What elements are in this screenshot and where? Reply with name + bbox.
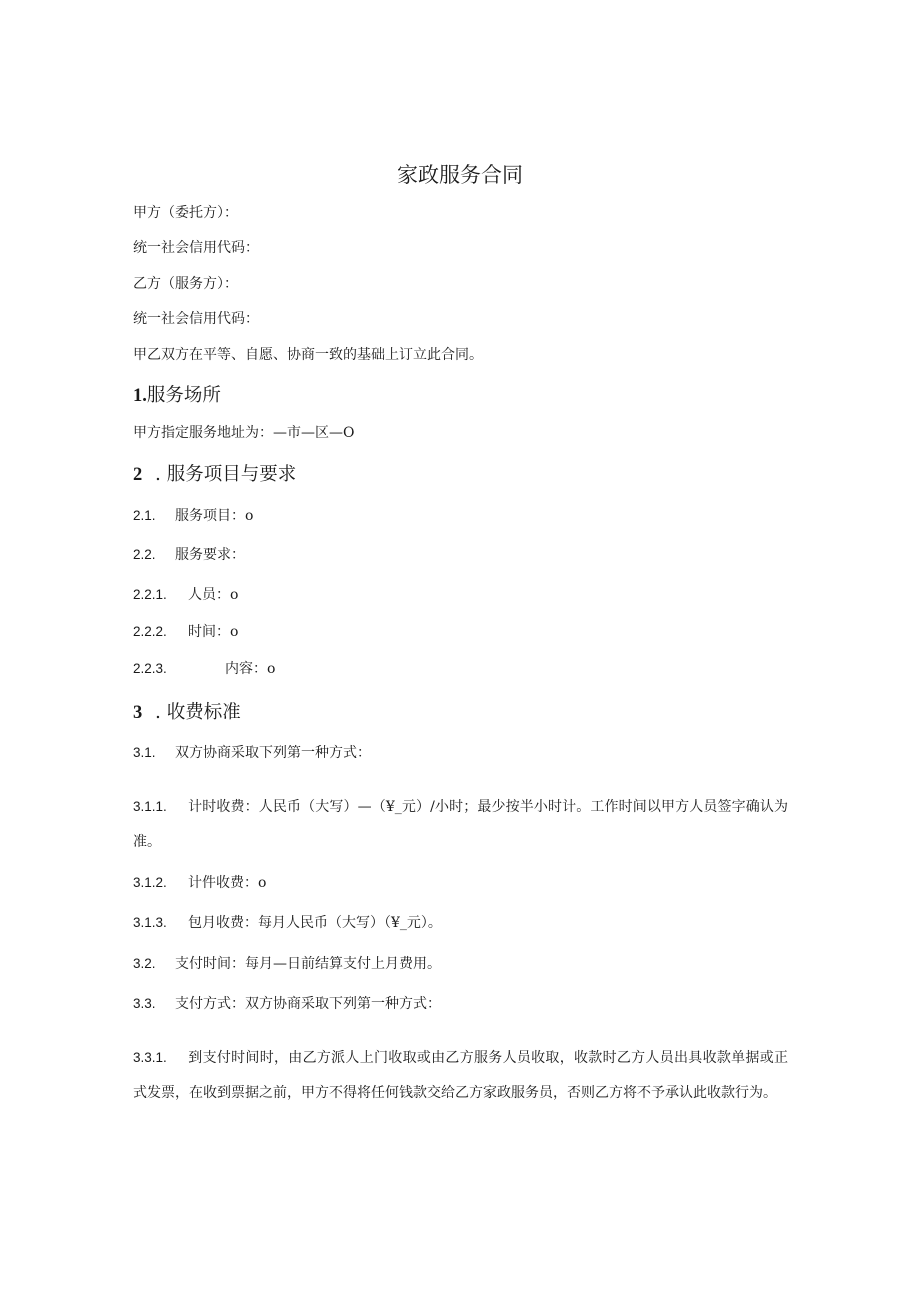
- clause-number: 2.2.: [133, 547, 156, 562]
- clause-3-1-1: [133, 789, 788, 860]
- section-3-title: . 收费标准: [155, 702, 241, 723]
- party-b-credit-code-label: 统一社会信用代码：: [133, 311, 259, 327]
- clause-2-2-2: [133, 623, 238, 641]
- clause-text: 支付时间：每月—日前结算支付上月费用。: [175, 956, 441, 972]
- clause-number: 2.2.2.: [133, 624, 167, 639]
- clause-number: 3.3.: [133, 996, 156, 1011]
- clause-text: 服务要求：: [175, 547, 245, 563]
- clause-3-3: [133, 995, 441, 1013]
- clause-text: 内容：o: [225, 661, 276, 677]
- clause-text: 时间：o: [188, 624, 239, 640]
- section-2-title: . 服务项目与要求: [155, 464, 297, 485]
- section-3-heading: [133, 701, 241, 725]
- clause-number: 2.2.1.: [133, 587, 167, 602]
- clause-number: 3.1.3.: [133, 915, 167, 930]
- clause-2-2-3: [133, 660, 275, 678]
- clause-text: 计时收费：人民币（大写）—（¥_元）/小时；最少按半小时计。工作时间以甲方人员签字确认为准。: [133, 799, 788, 850]
- clause-3-1-3: [133, 914, 442, 932]
- clause-text: 计件收费：o: [188, 875, 267, 891]
- section-1-heading: [133, 384, 221, 408]
- clause-3-1-2: [133, 874, 266, 892]
- clause-2-1: [133, 507, 253, 525]
- party-a-label: 甲方（委托方）：: [133, 205, 238, 221]
- section-1-text: 甲方指定服务地址为：—市—区—O: [133, 425, 355, 441]
- clause-text: 支付方式：双方协商采取下列第一种方式：: [175, 996, 441, 1012]
- party-a-credit-code-label: 统一社会信用代码：: [133, 240, 259, 256]
- clause-text: 服务项目：o: [175, 508, 254, 524]
- preamble-text: 甲乙双方在平等、自愿、协商一致的基础上订立此合同。: [133, 347, 483, 363]
- clause-number: 3.1.2.: [133, 875, 167, 890]
- clause-3-3-1: [133, 1040, 788, 1111]
- clause-2-2: [133, 546, 245, 564]
- section-1-number: 1.: [133, 386, 147, 406]
- section-3-number: 3: [133, 703, 143, 723]
- clause-3-2: [133, 955, 441, 973]
- section-1-title: 服务场所: [146, 385, 221, 406]
- clause-text: 包月收费：每月人民币（大写）（¥_元）。: [188, 915, 442, 931]
- clause-3-1: [133, 744, 371, 762]
- section-2-number: 2: [133, 465, 143, 485]
- clause-text: 双方协商采取下列第一种方式：: [175, 745, 371, 761]
- clause-2-2-1: [133, 586, 238, 604]
- clause-number: 3.3.1.: [133, 1050, 167, 1065]
- clause-number: 3.2.: [133, 956, 156, 971]
- clause-number: 3.1.: [133, 745, 156, 760]
- clause-text: 到支付时间时，由乙方派人上门收取或由乙方服务人员收取，收款时乙方人员出具收款单据或正式发票，在收到票据之前，甲方不得将任何钱款交给乙方家政服务员，否则乙方将不予承认此收款行为。: [133, 1050, 788, 1101]
- party-b-label: 乙方（服务方）：: [133, 276, 238, 292]
- clause-number: 3.1.1.: [133, 799, 167, 814]
- clause-number: 2.1.: [133, 508, 156, 523]
- section-2-heading: [133, 463, 296, 487]
- document-title: 家政服务合同: [397, 163, 523, 187]
- clause-text: 人员：o: [188, 587, 239, 603]
- clause-number: 2.2.3.: [133, 661, 167, 676]
